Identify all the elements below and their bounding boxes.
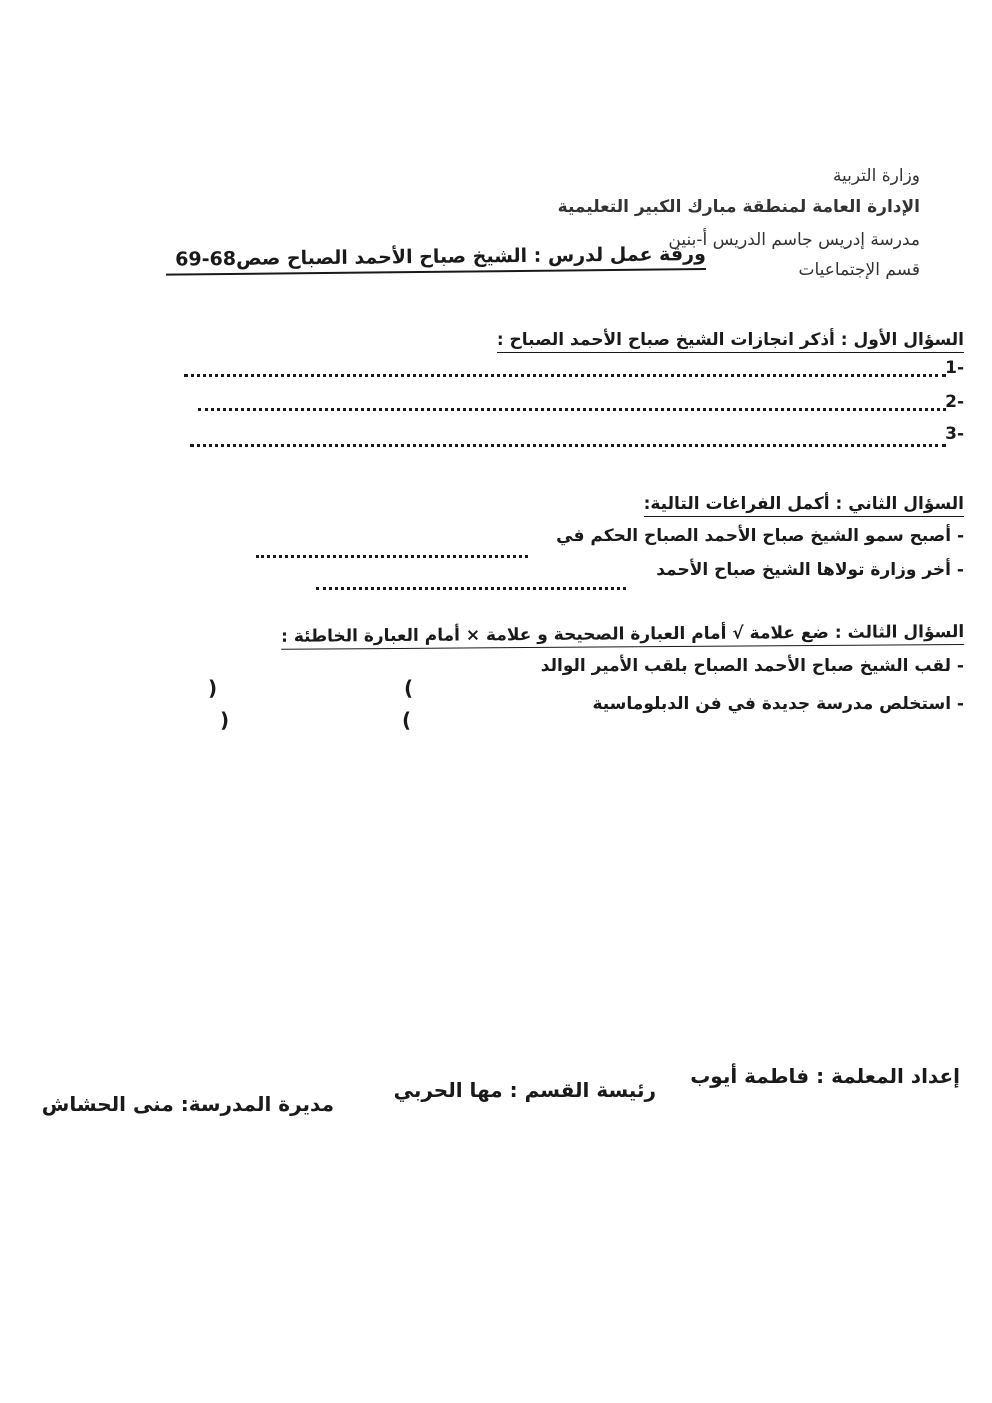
department-head-signature: رئيسة القسم : مها الحربي: [393, 1078, 656, 1102]
answer-paren-close: ): [220, 708, 230, 732]
blank-dots: [256, 555, 528, 558]
answer-paren-open: (: [404, 676, 414, 700]
directorate-name: الإدارة العامة لمنطقة مبارك الكبير التعليمية: [557, 197, 920, 217]
worksheet-title: ورقة عمل لدرس : الشيخ صباح الأحمد الصباح صص68-69: [166, 243, 706, 276]
principal-signature: مديرة المدرسة: منى الحشاش: [41, 1092, 334, 1116]
department-name: قسم الإجتماعيات: [798, 260, 920, 280]
ministry-name: وزارة التربية: [832, 166, 920, 186]
question1-title: السؤال الأول : أذكر انجازات الشيخ صباح الأحمد الصباح :: [497, 330, 964, 353]
school-name: مدرسة إدريس جاسم الدريس أ-بنين: [668, 230, 920, 250]
fill-blank-item-2: - أخر وزارة تولاها الشيخ صباح الأحمد: [656, 560, 964, 580]
answer-number: -1: [945, 358, 964, 378]
answer-paren-close: ): [208, 676, 218, 700]
answer-paren-open: (: [402, 708, 412, 732]
fill-blank-item-1: - أصبح سمو الشيخ صباح الأحمد الصباح الحكم في: [556, 526, 964, 546]
teacher-signature: إعداد المعلمة : فاطمة أيوب: [690, 1064, 960, 1088]
answer-number: -3: [945, 424, 964, 444]
true-false-item-1: - لقب الشيخ صباح الأحمد الصباح بلقب الأمير الوالد: [540, 656, 964, 676]
dotted-answer-line: [198, 408, 946, 411]
question3-title: السؤال الثالث : ضع علامة √ أمام العبارة الصحيحة و علامة × أمام العبارة الخاطئة :: [281, 622, 964, 650]
blank-dots: [316, 587, 626, 590]
question2-title: السؤال الثاني : أكمل الفراغات التالية:: [644, 494, 964, 517]
answer-number: -2: [945, 392, 964, 412]
true-false-item-2: - استخلص مدرسة جديدة في فن الدبلوماسية: [592, 694, 964, 714]
dotted-answer-line: [190, 444, 946, 447]
answer-line-3: [174, 424, 964, 446]
dotted-answer-line: [184, 374, 946, 377]
